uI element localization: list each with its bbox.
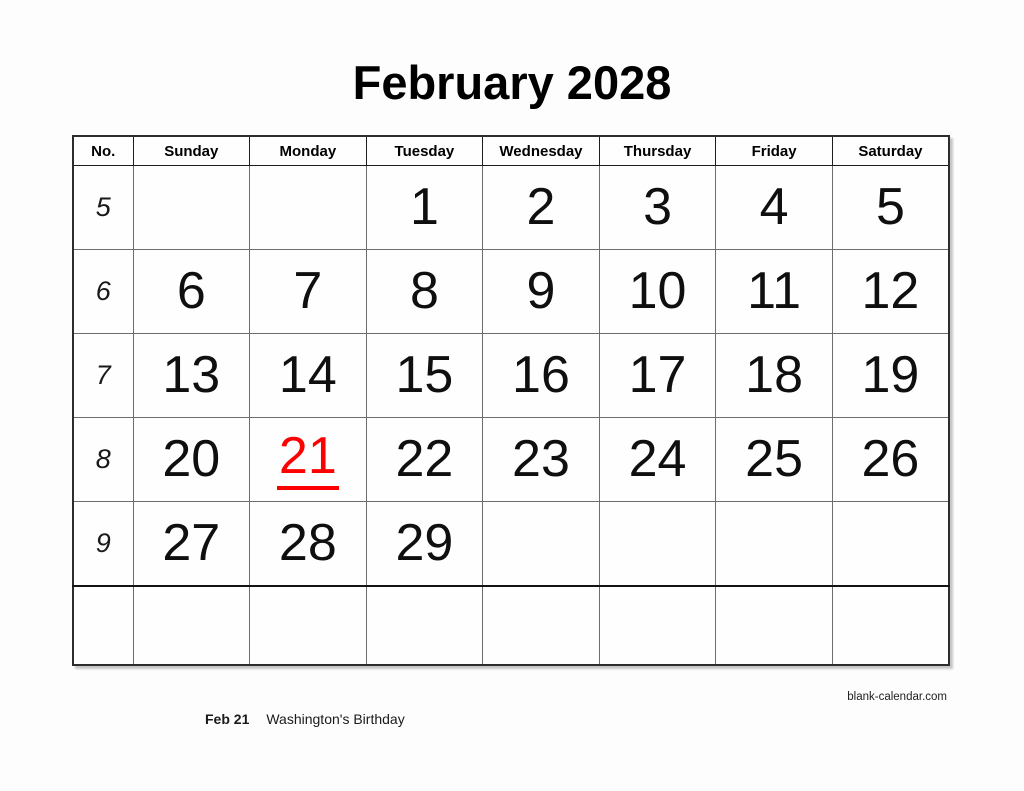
- day-number: 29: [395, 514, 454, 573]
- calendar-day-cell: [599, 166, 716, 250]
- day-number: 24: [628, 430, 687, 489]
- highlighted-day-number: 21: [277, 429, 339, 490]
- calendar-day-cell: [599, 334, 716, 418]
- day-number: 10: [628, 262, 687, 321]
- calendar-day-cell: [133, 418, 250, 502]
- weekday-header-saturday: Saturday: [832, 136, 949, 166]
- calendar-day-cell: [483, 418, 600, 502]
- calendar-day-cell: [832, 166, 949, 250]
- day-number: 22: [395, 430, 454, 489]
- week-number-column-header: No.: [73, 136, 133, 166]
- calendar-day-cell: [716, 250, 833, 334]
- day-number: 9: [526, 262, 556, 321]
- calendar-day-cell: [483, 250, 600, 334]
- calendar-day-cell: [366, 418, 483, 502]
- calendar-day-cell: [599, 418, 716, 502]
- day-number: 20: [162, 430, 221, 489]
- empty-day-cell: [832, 586, 949, 665]
- week-number: [73, 586, 133, 665]
- calendar-day-cell: [133, 334, 250, 418]
- day-number: 5: [875, 178, 905, 237]
- empty-day-cell: [716, 586, 833, 665]
- day-number: 4: [759, 178, 789, 237]
- calendar-day-cell: [366, 166, 483, 250]
- empty-day-cell: [133, 166, 250, 250]
- day-number: 23: [512, 430, 570, 489]
- weekday-header-thursday: Thursday: [599, 136, 716, 166]
- day-number: 8: [409, 262, 439, 321]
- week-number: 7: [73, 334, 133, 418]
- calendar-day-cell: [366, 250, 483, 334]
- week-row: [73, 418, 949, 502]
- week-row: [73, 334, 949, 418]
- empty-day-cell: [832, 502, 949, 587]
- weekday-header-monday: Monday: [250, 136, 367, 166]
- calendar-day-cell: [599, 250, 716, 334]
- week-row: [73, 502, 949, 587]
- calendar-table: [72, 135, 950, 666]
- holiday-date: Feb 21: [205, 711, 250, 727]
- empty-day-cell: [133, 586, 250, 665]
- day-number: 25: [745, 430, 804, 489]
- day-number: 26: [861, 430, 920, 489]
- calendar-day-cell: [366, 502, 483, 587]
- empty-day-cell: [483, 502, 600, 587]
- weekday-header-wednesday: Wednesday: [483, 136, 600, 166]
- day-number: 6: [176, 262, 206, 321]
- day-number: 14: [278, 346, 337, 405]
- calendar-day-cell: [133, 502, 250, 587]
- weekday-header-row: [73, 136, 949, 166]
- calendar-day-cell: [832, 250, 949, 334]
- day-number: 13: [162, 346, 221, 405]
- day-number: 11: [747, 262, 802, 321]
- calendar-title: February 2028: [352, 56, 672, 109]
- weekday-header-friday: Friday: [716, 136, 833, 166]
- day-number: 18: [745, 346, 804, 405]
- day-number: 2: [526, 178, 556, 237]
- empty-day-cell: [599, 502, 716, 587]
- day-number: 3: [643, 178, 672, 237]
- calendar-day-cell: [832, 334, 949, 418]
- calendar-day-cell: [483, 334, 600, 418]
- empty-day-cell: [716, 502, 833, 587]
- calendar-day-cell: [716, 166, 833, 250]
- day-number: 7: [293, 262, 323, 321]
- calendar-day-cell: [366, 334, 483, 418]
- week-row: [73, 250, 949, 334]
- week-number: 5: [73, 166, 133, 250]
- empty-day-cell: [250, 166, 367, 250]
- day-number: 17: [628, 346, 687, 405]
- weekday-header-tuesday: Tuesday: [366, 136, 483, 166]
- day-number: 12: [861, 262, 920, 321]
- calendar-day-cell: [250, 250, 367, 334]
- calendar-day-cell: [250, 502, 367, 587]
- empty-day-cell: [250, 586, 367, 665]
- empty-day-cell: [599, 586, 716, 665]
- calendar-day-cell: [250, 418, 367, 502]
- weekday-header-sunday: Sunday: [133, 136, 250, 166]
- calendar-day-cell: [832, 418, 949, 502]
- calendar-day-cell: [716, 418, 833, 502]
- week-number: 6: [73, 250, 133, 334]
- calendar-day-cell: [716, 334, 833, 418]
- empty-day-cell: [483, 586, 600, 665]
- empty-day-cell: [366, 586, 483, 665]
- empty-week-row: [73, 586, 949, 665]
- calendar-day-cell: [133, 250, 250, 334]
- day-number: 28: [278, 514, 337, 573]
- day-number: 1: [409, 178, 439, 237]
- week-number: 9: [73, 502, 133, 587]
- day-number: 15: [395, 346, 454, 405]
- day-number: 16: [512, 346, 570, 405]
- week-row: [73, 166, 949, 250]
- day-number: 27: [162, 514, 221, 573]
- holiday-note: [205, 711, 405, 727]
- calendar-day-cell: [483, 166, 600, 250]
- site-credit: blank-calendar.com: [847, 691, 947, 703]
- week-number: 8: [73, 418, 133, 502]
- holiday-name: Washington's Birthday: [266, 711, 405, 727]
- calendar-day-cell: [250, 334, 367, 418]
- day-number: 19: [861, 346, 920, 405]
